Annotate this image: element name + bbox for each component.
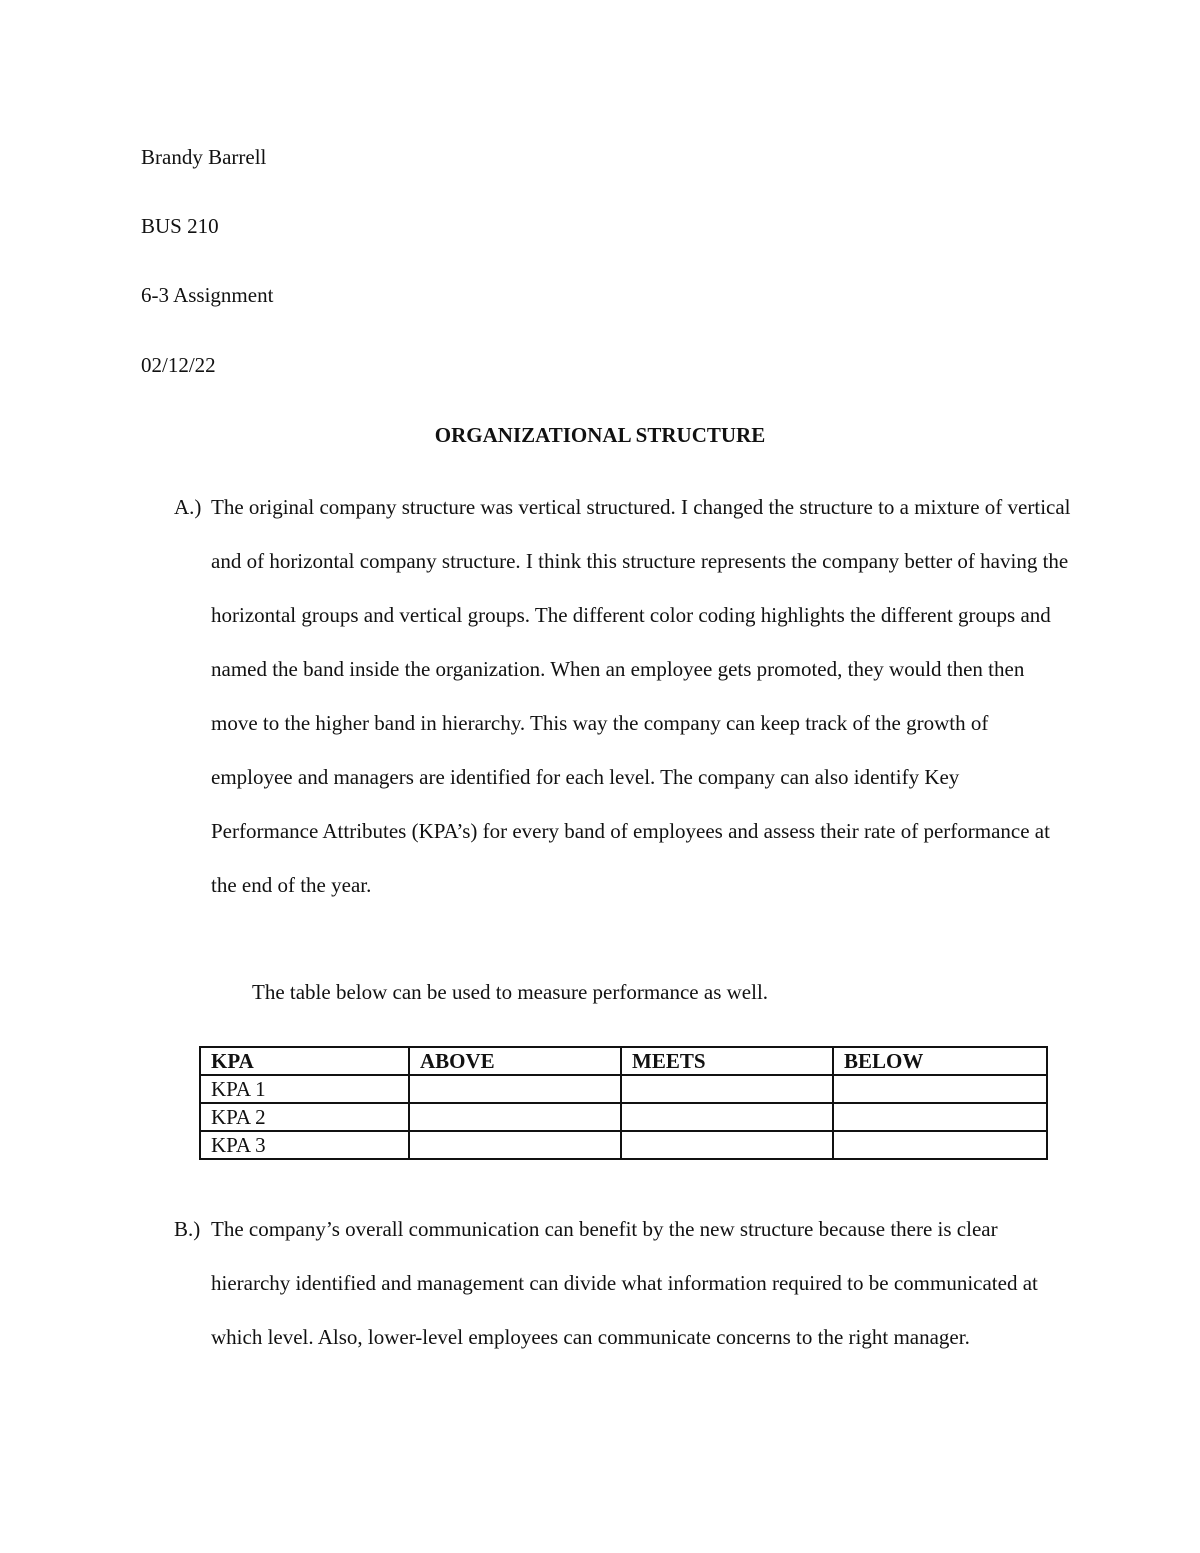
table-cell	[833, 1131, 1047, 1159]
table-cell	[621, 1131, 833, 1159]
header-below: BELOW	[833, 1047, 1047, 1075]
section-a-marker: A.)	[174, 495, 202, 519]
table-row	[200, 1131, 1047, 1159]
section-a	[174, 480, 1074, 912]
section-b	[174, 1202, 1074, 1364]
table-cell	[621, 1103, 833, 1131]
table-cell	[621, 1075, 833, 1103]
assignment-name: 6-3 Assignment	[141, 283, 274, 307]
header-kpa: KPA	[200, 1047, 409, 1075]
table-cell: KPA 3	[200, 1131, 409, 1159]
section-b-marker: B.)	[174, 1217, 201, 1241]
table-row	[200, 1075, 1047, 1103]
table-cell	[409, 1131, 621, 1159]
kpa-table	[199, 1046, 1048, 1160]
header-meets: MEETS	[621, 1047, 833, 1075]
course-code: BUS 210	[141, 214, 219, 238]
section-a-paragraph: The original company structure was vertical structured. I changed the structure to a mixture of vertical and of horizontal company structure. I think this structure represents the company better of having the horizontal groups and vertical groups. The different color coding highlights the different groups and named the band inside the organization. When an employee gets promoted, they would then then move to the higher band in hierarchy. This way the company can keep track of the growth of employee and managers are identified for each level. The company can also identify Key Performance Attributes (KPA’s) for every band of employees and assess their rate of performance at the end of the year.	[211, 495, 1071, 897]
table-cell: KPA 2	[200, 1103, 409, 1131]
table-cell	[833, 1075, 1047, 1103]
author-name: Brandy Barrell	[141, 145, 267, 169]
table-cell	[409, 1103, 621, 1131]
table-cell	[833, 1103, 1047, 1131]
table-cell: KPA 1	[200, 1075, 409, 1103]
table-header-row	[200, 1047, 1047, 1075]
section-b-paragraph: The company’s overall communication can benefit by the new structure because there is clear hierarchy identified and management can divide what information required to be communicated at which level. Also, lower-level employees can communicate concerns to the right manager.	[211, 1217, 1038, 1349]
document-title: ORGANIZATIONAL STRUCTURE	[434, 423, 766, 447]
table-cell	[409, 1075, 621, 1103]
header-above: ABOVE	[409, 1047, 621, 1075]
table-intro: The table below can be used to measure performance as well.	[252, 980, 769, 1004]
table-row	[200, 1103, 1047, 1131]
document-date: 02/12/22	[141, 353, 216, 377]
